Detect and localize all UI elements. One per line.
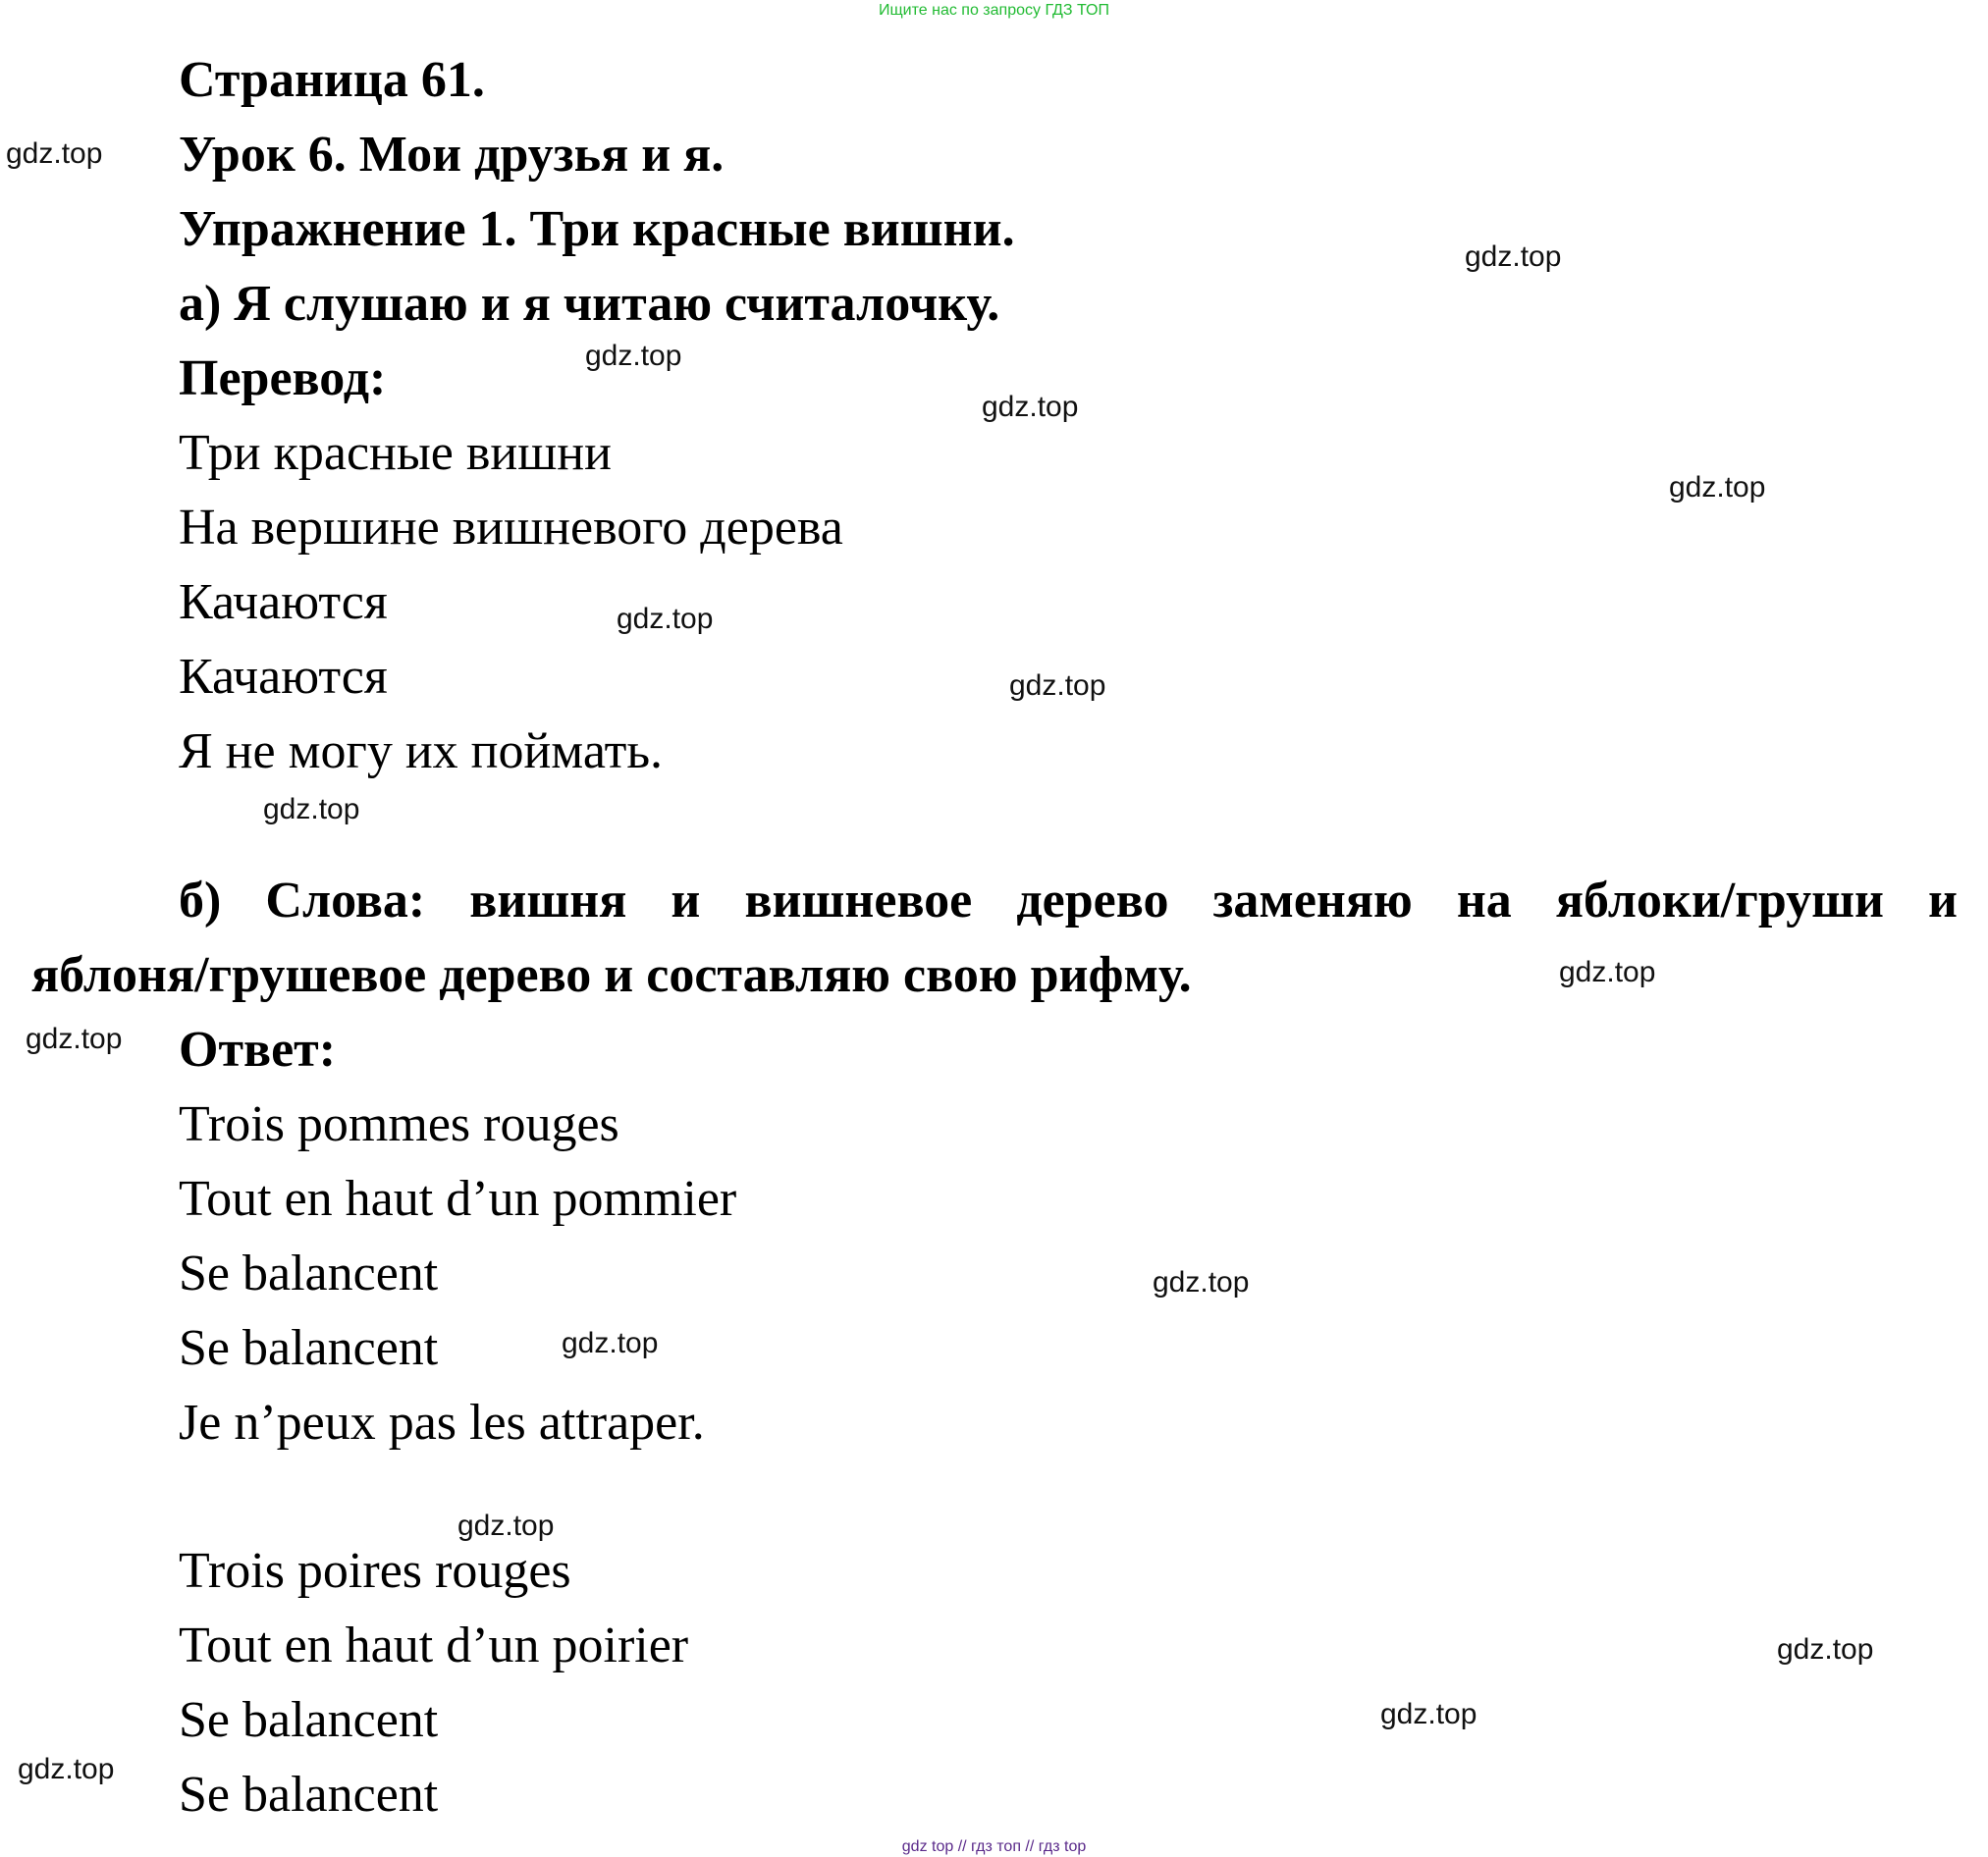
watermark: gdz.top (1153, 1266, 1250, 1299)
bottom-banner: gdz top // гдз топ // гдз top (901, 1838, 1087, 1855)
lesson-title: Урок 6. Мои друзья и я. (179, 127, 725, 183)
poem-line: Se balancent (179, 1320, 439, 1376)
translation-line: Три красные вишни (179, 425, 612, 481)
watermark: gdz.top (1669, 471, 1766, 504)
watermark: gdz.top (6, 137, 103, 170)
poem-line: Tout en haut d’un poirier (179, 1618, 689, 1673)
watermark: gdz.top (1380, 1698, 1478, 1730)
poem-line: Se balancent (179, 1692, 439, 1748)
watermark: gdz.top (1777, 1633, 1874, 1666)
watermark: gdz.top (26, 1023, 123, 1055)
poem-line: Je n’peux pas les attraper. (179, 1395, 705, 1451)
task-b-line-2: яблоня/грушевое дерево и составляю свою рифму. (31, 947, 1192, 1003)
watermark: gdz.top (1009, 669, 1106, 702)
poem-line: Trois poires rouges (179, 1543, 571, 1599)
translation-line: Качаются (179, 574, 388, 630)
translation-label: Перевод: (179, 350, 387, 406)
watermark: gdz.top (982, 391, 1079, 423)
page-number: Страница 61. (179, 52, 485, 108)
answer-label: Ответ: (179, 1022, 337, 1078)
watermark: gdz.top (562, 1327, 659, 1359)
watermark: gdz.top (1559, 956, 1656, 988)
task-b-line-1: б) Слова: вишня и вишневое дерево заменяю на яблоки/груши и (179, 873, 1958, 928)
poem-line: Trois pommes rouges (179, 1096, 619, 1152)
watermark: gdz.top (1465, 240, 1562, 273)
watermark: gdz.top (585, 340, 682, 372)
poem-line: Se balancent (179, 1767, 439, 1823)
watermark: gdz.top (18, 1753, 115, 1785)
watermark: gdz.top (263, 793, 360, 825)
translation-line: На вершине вишневого дерева (179, 500, 843, 556)
poem-line: Se balancent (179, 1246, 439, 1301)
watermark: gdz.top (617, 603, 714, 635)
watermark: gdz.top (457, 1510, 555, 1542)
translation-line: Качаются (179, 649, 388, 705)
poem-line: Tout en haut d’un pommier (179, 1171, 737, 1227)
exercise-title: Упражнение 1. Три красные вишни. (179, 201, 1015, 257)
translation-line: Я не могу их поймать. (179, 723, 664, 779)
top-banner: Ищите нас по запросу ГДЗ ТОП (879, 2, 1109, 19)
task-a: а) Я слушаю и я читаю считалочку. (179, 276, 1000, 332)
